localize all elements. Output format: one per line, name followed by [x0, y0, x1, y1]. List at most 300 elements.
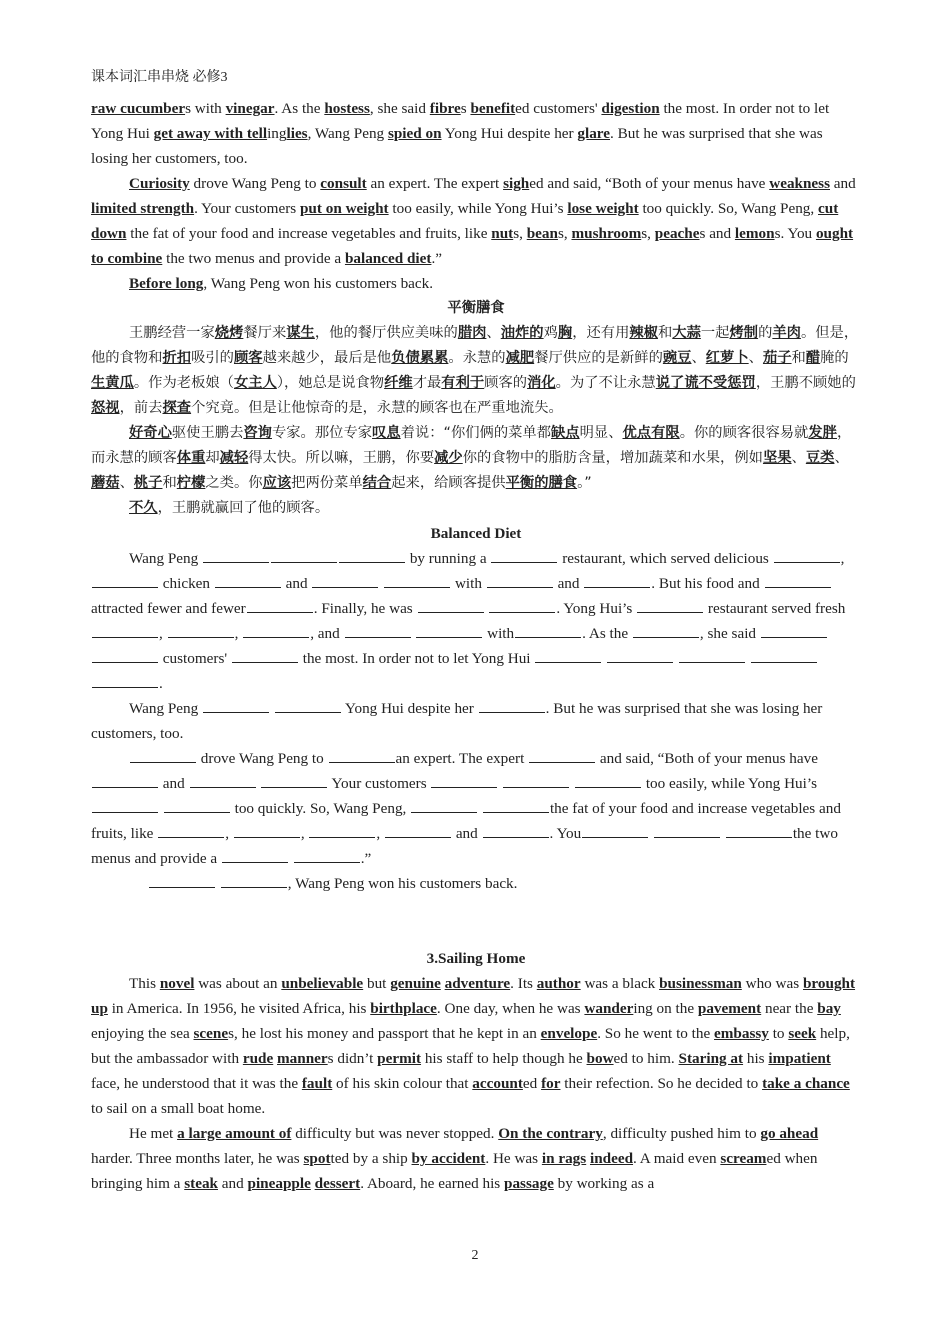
- blank-line: [168, 622, 234, 638]
- keyword: 探查: [162, 400, 192, 416]
- keyword: steak: [184, 1175, 218, 1192]
- keyword: bean: [526, 225, 558, 242]
- keyword: 烧烤: [214, 325, 244, 341]
- page-number: 2: [471, 1248, 479, 1263]
- blank-line: [339, 547, 405, 563]
- text-run: 王鹏经营一家: [129, 325, 215, 341]
- blank-line: [234, 822, 300, 838]
- keyword: 说了谎不受惩罚: [655, 375, 756, 391]
- keyword: author: [536, 975, 581, 992]
- document-body: [91, 96, 861, 1196]
- keyword: 咨询: [243, 425, 272, 441]
- text-run: ed and said, “Both of your menus have: [529, 175, 770, 192]
- text-run: ，还有用: [572, 325, 630, 341]
- text-run: ed: [522, 1075, 542, 1092]
- text-run: ,: [159, 625, 167, 642]
- keyword: 生黄瓜: [91, 375, 134, 391]
- text-run: 、: [119, 475, 134, 491]
- keyword: manner: [277, 1050, 328, 1067]
- text-run: the two menus and provide a: [162, 250, 345, 267]
- text-run: [602, 650, 606, 667]
- blank-line: [418, 597, 484, 613]
- blank-line: [294, 847, 360, 863]
- blank-line: [483, 797, 549, 813]
- keyword: 叹息: [372, 425, 401, 441]
- blank-line: [515, 622, 581, 638]
- keyword: wander: [584, 1000, 634, 1017]
- text-run: 才最: [412, 375, 442, 391]
- text-run: , Wang Peng won his customers back.: [203, 275, 434, 292]
- keyword: pavement: [697, 1000, 762, 1017]
- blank-line: [487, 572, 553, 588]
- keyword: put on weight: [299, 200, 389, 217]
- text-run: near the: [761, 1000, 818, 1017]
- keyword: mushroom: [571, 225, 642, 242]
- blank-line: [92, 772, 158, 788]
- keyword: 胸: [557, 325, 573, 341]
- text-run: 却: [205, 450, 220, 466]
- blank-line: [92, 647, 158, 663]
- text-run: , she said: [369, 100, 430, 117]
- section-gap: [91, 896, 861, 946]
- keyword: a large amount of: [177, 1125, 292, 1142]
- text-run: , she said: [699, 625, 760, 642]
- blank-line: [247, 597, 313, 613]
- text-run: who was: [741, 975, 803, 992]
- keyword: 豆类: [805, 450, 835, 466]
- keyword: cut down: [91, 200, 839, 242]
- keyword: consult: [320, 175, 367, 192]
- chinese-section-title: 平衡膳食: [447, 300, 505, 316]
- blank-line: [774, 547, 840, 563]
- text-run: with: [483, 625, 515, 642]
- keyword: novel: [159, 975, 195, 992]
- blank-line: [483, 822, 549, 838]
- story-paragraph: [91, 971, 861, 1121]
- text-run: 、: [791, 450, 806, 466]
- text-run: Yong Hui despite her: [441, 125, 578, 142]
- keyword: weakness: [769, 175, 830, 192]
- text-run: . Finally, he was: [313, 600, 417, 617]
- text-run: s: [460, 100, 471, 117]
- keyword: 桃子: [133, 475, 163, 491]
- blank-line: [312, 572, 378, 588]
- chinese-paragraph: [91, 321, 861, 421]
- keyword: spied on: [387, 125, 442, 142]
- text-run: an expert. The expert: [395, 750, 529, 767]
- text-run: [570, 775, 574, 792]
- text-run: chicken: [159, 575, 214, 592]
- keyword: scene: [193, 1025, 229, 1042]
- blank-line: [130, 747, 196, 763]
- keyword: Staring at: [678, 1050, 744, 1067]
- text-run: . Its: [510, 975, 537, 992]
- text-run: by working as a: [553, 1175, 655, 1192]
- text-run: s, he lost his money and passport that he kept in an: [228, 1025, 541, 1042]
- text-run: restaurant served fresh: [704, 600, 846, 617]
- section-title: 3.Sailing Home: [426, 950, 526, 967]
- keyword: rude: [242, 1050, 274, 1067]
- text-run: 明显、: [579, 425, 623, 441]
- text-run: too easily, while Yong Hui’s: [388, 200, 568, 217]
- text-run: . One day, when he was: [436, 1000, 585, 1017]
- text-run: and: [452, 825, 482, 842]
- text-run: . As the: [274, 100, 325, 117]
- text-run: with: [451, 575, 486, 592]
- text-run: ,: [376, 825, 385, 842]
- exercise-title: Balanced Diet: [430, 525, 522, 542]
- text-run: too quickly. So, Wang Peng,: [638, 200, 818, 217]
- keyword: 减肥: [505, 350, 535, 366]
- keyword: 纤维: [384, 375, 413, 391]
- text-run: and: [217, 1175, 248, 1192]
- keyword: 发胖: [808, 425, 837, 441]
- text-run: 的: [758, 325, 773, 341]
- text-run: the two menus and provide a: [91, 825, 838, 867]
- text-run: [485, 600, 489, 617]
- keyword: bow: [586, 1050, 614, 1067]
- text-run: 鸡: [543, 325, 558, 341]
- text-run: ，王鹏就赢回了他的顾客。: [157, 500, 330, 516]
- blank-line: [726, 822, 792, 838]
- text-run: 一起: [700, 325, 730, 341]
- text-run: attracted fewer and fewer: [91, 600, 246, 617]
- text-run: was a black: [580, 975, 660, 992]
- text-run: [379, 575, 383, 592]
- keyword: Before long: [129, 275, 204, 292]
- keyword: 坚果: [762, 450, 792, 466]
- blank-line: [503, 772, 569, 788]
- keyword: limited strength: [91, 200, 195, 217]
- keyword: brought up: [91, 975, 856, 1017]
- text-run: , difficulty pushed him to: [602, 1125, 761, 1142]
- keyword: seek: [788, 1025, 817, 1042]
- text-run: 。”: [577, 475, 592, 491]
- text-run: the most. In order not to let Yong Hui: [91, 100, 830, 142]
- keyword: raw cucumber: [91, 100, 186, 117]
- blank-line: [261, 772, 327, 788]
- blank-line: [329, 747, 395, 763]
- keyword: spot: [303, 1150, 331, 1167]
- keyword: 烤制: [729, 325, 759, 341]
- keyword: nut: [491, 225, 514, 242]
- text-run: ，王鹏不顾她的: [755, 375, 856, 391]
- text-run: ），她总是说食物: [276, 375, 385, 391]
- text-run: and: [830, 175, 856, 192]
- text-run: ,: [225, 825, 233, 842]
- text-run: 。永慧的: [448, 350, 506, 366]
- text-run: s,: [641, 225, 655, 242]
- text-run: difficulty but was never stopped.: [291, 1125, 499, 1142]
- blank-line: [92, 797, 158, 813]
- text-run: ed when bringing him a: [91, 1150, 818, 1192]
- text-run: 顾客的: [484, 375, 528, 391]
- blank-line: [158, 822, 224, 838]
- text-run: . You: [549, 825, 582, 842]
- text-run: . Yong Hui’s: [556, 600, 637, 617]
- blank-line: [215, 572, 281, 588]
- text-run: [216, 875, 220, 892]
- keyword: 好奇心: [129, 425, 172, 441]
- text-run: s,: [513, 225, 527, 242]
- text-run: 和: [657, 325, 673, 341]
- text-run: customers': [159, 650, 231, 667]
- keyword: 消化: [527, 375, 556, 391]
- text-run: [649, 825, 653, 842]
- keyword: 有利于: [441, 375, 485, 391]
- blank-line: [607, 647, 673, 663]
- keyword: take a chance: [762, 1075, 850, 1092]
- text-run: , and: [310, 625, 344, 642]
- keyword: 腊肉: [457, 325, 487, 341]
- keyword: 茄子: [762, 350, 792, 366]
- keyword: lose weight: [567, 200, 639, 217]
- keyword: adventure: [444, 975, 511, 992]
- blank-line: [761, 622, 827, 638]
- text-run: in America. In 1956, he visited Africa, his: [107, 1000, 371, 1017]
- text-run: by running a: [406, 550, 491, 567]
- keyword: 折扣: [162, 350, 192, 366]
- text-run: , Wang Peng won his customers back.: [287, 875, 518, 892]
- text-run: his staff to help though he: [421, 1050, 587, 1067]
- text-run: 吸引的: [191, 350, 234, 366]
- blank-line: [575, 772, 641, 788]
- text-run: .”: [360, 850, 372, 867]
- text-run: the fat of your food and increase vegetables and fruits, like: [126, 225, 492, 242]
- text-run: 之类。你: [205, 475, 263, 491]
- text-run: 、: [834, 450, 849, 466]
- text-run: 。为了不让永慧: [555, 375, 656, 391]
- text-run: help, but the ambassador with: [91, 1025, 850, 1067]
- keyword: vinegar: [225, 100, 275, 117]
- keyword: 怒视: [91, 400, 120, 416]
- text-run: ，前去: [119, 400, 163, 416]
- text-run: , Wang Peng: [307, 125, 388, 142]
- text-run: .”: [431, 250, 442, 267]
- blank-line: [637, 597, 703, 613]
- text-run: restaurant, which served delicious: [558, 550, 773, 567]
- text-run: an expert. The expert: [366, 175, 504, 192]
- keyword: 顾客: [233, 350, 263, 366]
- text-run: ing: [267, 125, 287, 142]
- text-run: [498, 775, 502, 792]
- text-run: and: [553, 575, 584, 592]
- keyword: unbelievable: [281, 975, 364, 992]
- chinese-paragraph: [91, 496, 861, 521]
- text-run: 起来，给顾客提供: [391, 475, 506, 491]
- text-run: 。但是，他的食物和: [91, 325, 859, 366]
- exercise-paragraph: [91, 696, 861, 746]
- text-run: ,: [300, 825, 309, 842]
- keyword: 辣椒: [629, 325, 658, 341]
- page-header: 课本词汇串串烧 必修3: [91, 70, 228, 85]
- text-run: s didn’t: [327, 1050, 378, 1067]
- blank-line: [431, 772, 497, 788]
- text-run: Wang Peng: [129, 700, 203, 717]
- keyword: 蘑菇: [91, 475, 120, 491]
- keyword: birthplace: [370, 1000, 437, 1017]
- text-run: and: [281, 575, 312, 592]
- text-run: . But his food and: [651, 575, 764, 592]
- blank-line: [232, 647, 298, 663]
- keyword: ought to combine: [91, 225, 854, 267]
- text-run: ing on the: [633, 1000, 698, 1017]
- blank-line: [309, 822, 375, 838]
- keyword: hostess: [324, 100, 370, 117]
- text-run: [257, 775, 261, 792]
- blank-line: [489, 597, 555, 613]
- text-run: but: [363, 975, 391, 992]
- text-run: s and: [699, 225, 735, 242]
- text-run: drove Wang Peng to: [197, 750, 328, 767]
- blank-line: [654, 822, 720, 838]
- keyword: On the contrary: [498, 1125, 603, 1142]
- text-run: s with: [185, 100, 226, 117]
- blank-line: [529, 747, 595, 763]
- text-run: to: [768, 1025, 789, 1042]
- text-run: ed customers': [515, 100, 602, 117]
- blank-line: [92, 572, 158, 588]
- text-run: 和: [791, 350, 806, 366]
- blank-line: [411, 797, 477, 813]
- blank-line: [416, 622, 482, 638]
- keyword: 减少: [434, 450, 463, 466]
- blank-line: [221, 872, 287, 888]
- keyword: lemon: [734, 225, 775, 242]
- exercise-paragraph: [91, 746, 861, 871]
- keyword: by accident: [411, 1150, 486, 1167]
- text-run: 着说：“你们俩的菜单都: [400, 425, 552, 441]
- text-run: 腌的: [820, 350, 849, 366]
- text-run: and: [159, 775, 189, 792]
- keyword: Curiosity: [129, 175, 190, 192]
- text-run: 、: [691, 350, 706, 366]
- keyword: 不久: [129, 500, 158, 516]
- english-paragraph: [91, 171, 861, 271]
- text-run: the fat of your food and increase vegetables and fruits, like: [91, 800, 841, 842]
- keyword: 油炸的: [500, 325, 544, 341]
- text-run: [478, 800, 482, 817]
- blank-line: [190, 772, 256, 788]
- text-run: the most. In order not to let Yong Hui: [298, 650, 535, 667]
- keyword: 结合: [362, 475, 392, 491]
- keyword: benefit: [470, 100, 516, 117]
- text-run: 你的食物中的脂肪含量，增加蔬菜和水果，例如: [462, 450, 763, 466]
- text-run: s. You: [774, 225, 816, 242]
- keyword: 减轻: [219, 450, 249, 466]
- blank-line: [751, 647, 817, 663]
- keyword: fibre: [429, 100, 461, 117]
- text-run: Your customers: [328, 775, 431, 792]
- blank-line: [271, 547, 337, 563]
- keyword: go ahead: [760, 1125, 819, 1142]
- text-run: 餐厅来: [243, 325, 287, 341]
- text-run: to sail on a small boat home.: [91, 1100, 266, 1117]
- text-run: . He was: [485, 1150, 542, 1167]
- text-run: [746, 650, 750, 667]
- blank-line: [535, 647, 601, 663]
- text-run: ，而永慧的顾客: [91, 425, 852, 466]
- text-run: 和: [162, 475, 177, 491]
- text-run: ed to him.: [613, 1050, 679, 1067]
- keyword: fault: [301, 1075, 333, 1092]
- blank-line: [164, 797, 230, 813]
- text-run: too quickly. So, Wang Peng,: [230, 800, 411, 817]
- keyword: impatient: [768, 1050, 831, 1067]
- text-run: [270, 700, 274, 717]
- keyword: 羊肉: [772, 325, 801, 341]
- exercise-paragraph: [91, 871, 861, 896]
- text-run: 把两份菜单: [291, 475, 363, 491]
- text-run: 餐厅供应的是新鲜的: [534, 350, 663, 366]
- text-run: [289, 850, 293, 867]
- keyword: businessman: [659, 975, 742, 992]
- keyword: 应该: [262, 475, 292, 491]
- keyword: account: [472, 1075, 523, 1092]
- text-run: his: [743, 1050, 769, 1067]
- keyword: lies: [286, 125, 308, 142]
- blank-line: [203, 697, 269, 713]
- blank-line: [92, 622, 158, 638]
- text-run: .: [159, 675, 163, 692]
- blank-line: [633, 622, 699, 638]
- keyword: 豌豆: [662, 350, 692, 366]
- english-paragraph: [91, 96, 861, 171]
- keyword: 体重: [176, 450, 206, 466]
- blank-line: [584, 572, 650, 588]
- blank-line: [679, 647, 745, 663]
- text-run: ，他的餐厅供应美味的: [314, 325, 458, 341]
- text-run: . But he was surprised that she was losing her customers, too.: [91, 125, 823, 167]
- blank-line: [582, 822, 648, 838]
- text-run: 。你的顾客很容易就: [679, 425, 809, 441]
- text-run: 、: [748, 350, 763, 366]
- text-run: 越来越少，最后是他: [262, 350, 392, 366]
- blank-line: [149, 872, 215, 888]
- text-run: 、: [486, 325, 501, 341]
- text-run: s,: [557, 225, 572, 242]
- keyword: 缺点: [551, 425, 580, 441]
- blank-line: [243, 622, 309, 638]
- text-run: their refection. So he decided to: [560, 1075, 763, 1092]
- text-run: 得太快。所以嘛，王鹏，你要: [248, 450, 435, 466]
- text-run: ,: [840, 550, 845, 567]
- keyword: glare: [577, 125, 611, 142]
- keyword: 负债累累: [391, 350, 449, 366]
- blank-line: [765, 572, 831, 588]
- text-run: . Aboard, he earned his: [360, 1175, 505, 1192]
- blank-line: [92, 672, 158, 688]
- text-run: 个究竟。但是让他惊奇的是，永慧的顾客也在严重地流失。: [191, 400, 563, 416]
- text-run: 专家。那位专家: [271, 425, 373, 441]
- keyword: balanced diet: [344, 250, 432, 267]
- keyword: indeed: [589, 1150, 634, 1167]
- text-run: [412, 625, 416, 642]
- blank-line: [222, 847, 288, 863]
- keyword: in rags: [541, 1150, 587, 1167]
- blank-line: [491, 547, 557, 563]
- blank-line: [479, 697, 545, 713]
- keyword: 优点有限: [622, 425, 680, 441]
- text-run: was about an: [194, 975, 282, 992]
- keyword: permit: [377, 1050, 422, 1067]
- keyword: scream: [720, 1150, 767, 1167]
- keyword: bay: [817, 1000, 841, 1017]
- keyword: pineapple: [247, 1175, 311, 1192]
- text-run: face, he understood that it was the: [91, 1075, 302, 1092]
- text-run: . A maid even: [633, 1150, 721, 1167]
- keyword: 谋生: [286, 325, 315, 341]
